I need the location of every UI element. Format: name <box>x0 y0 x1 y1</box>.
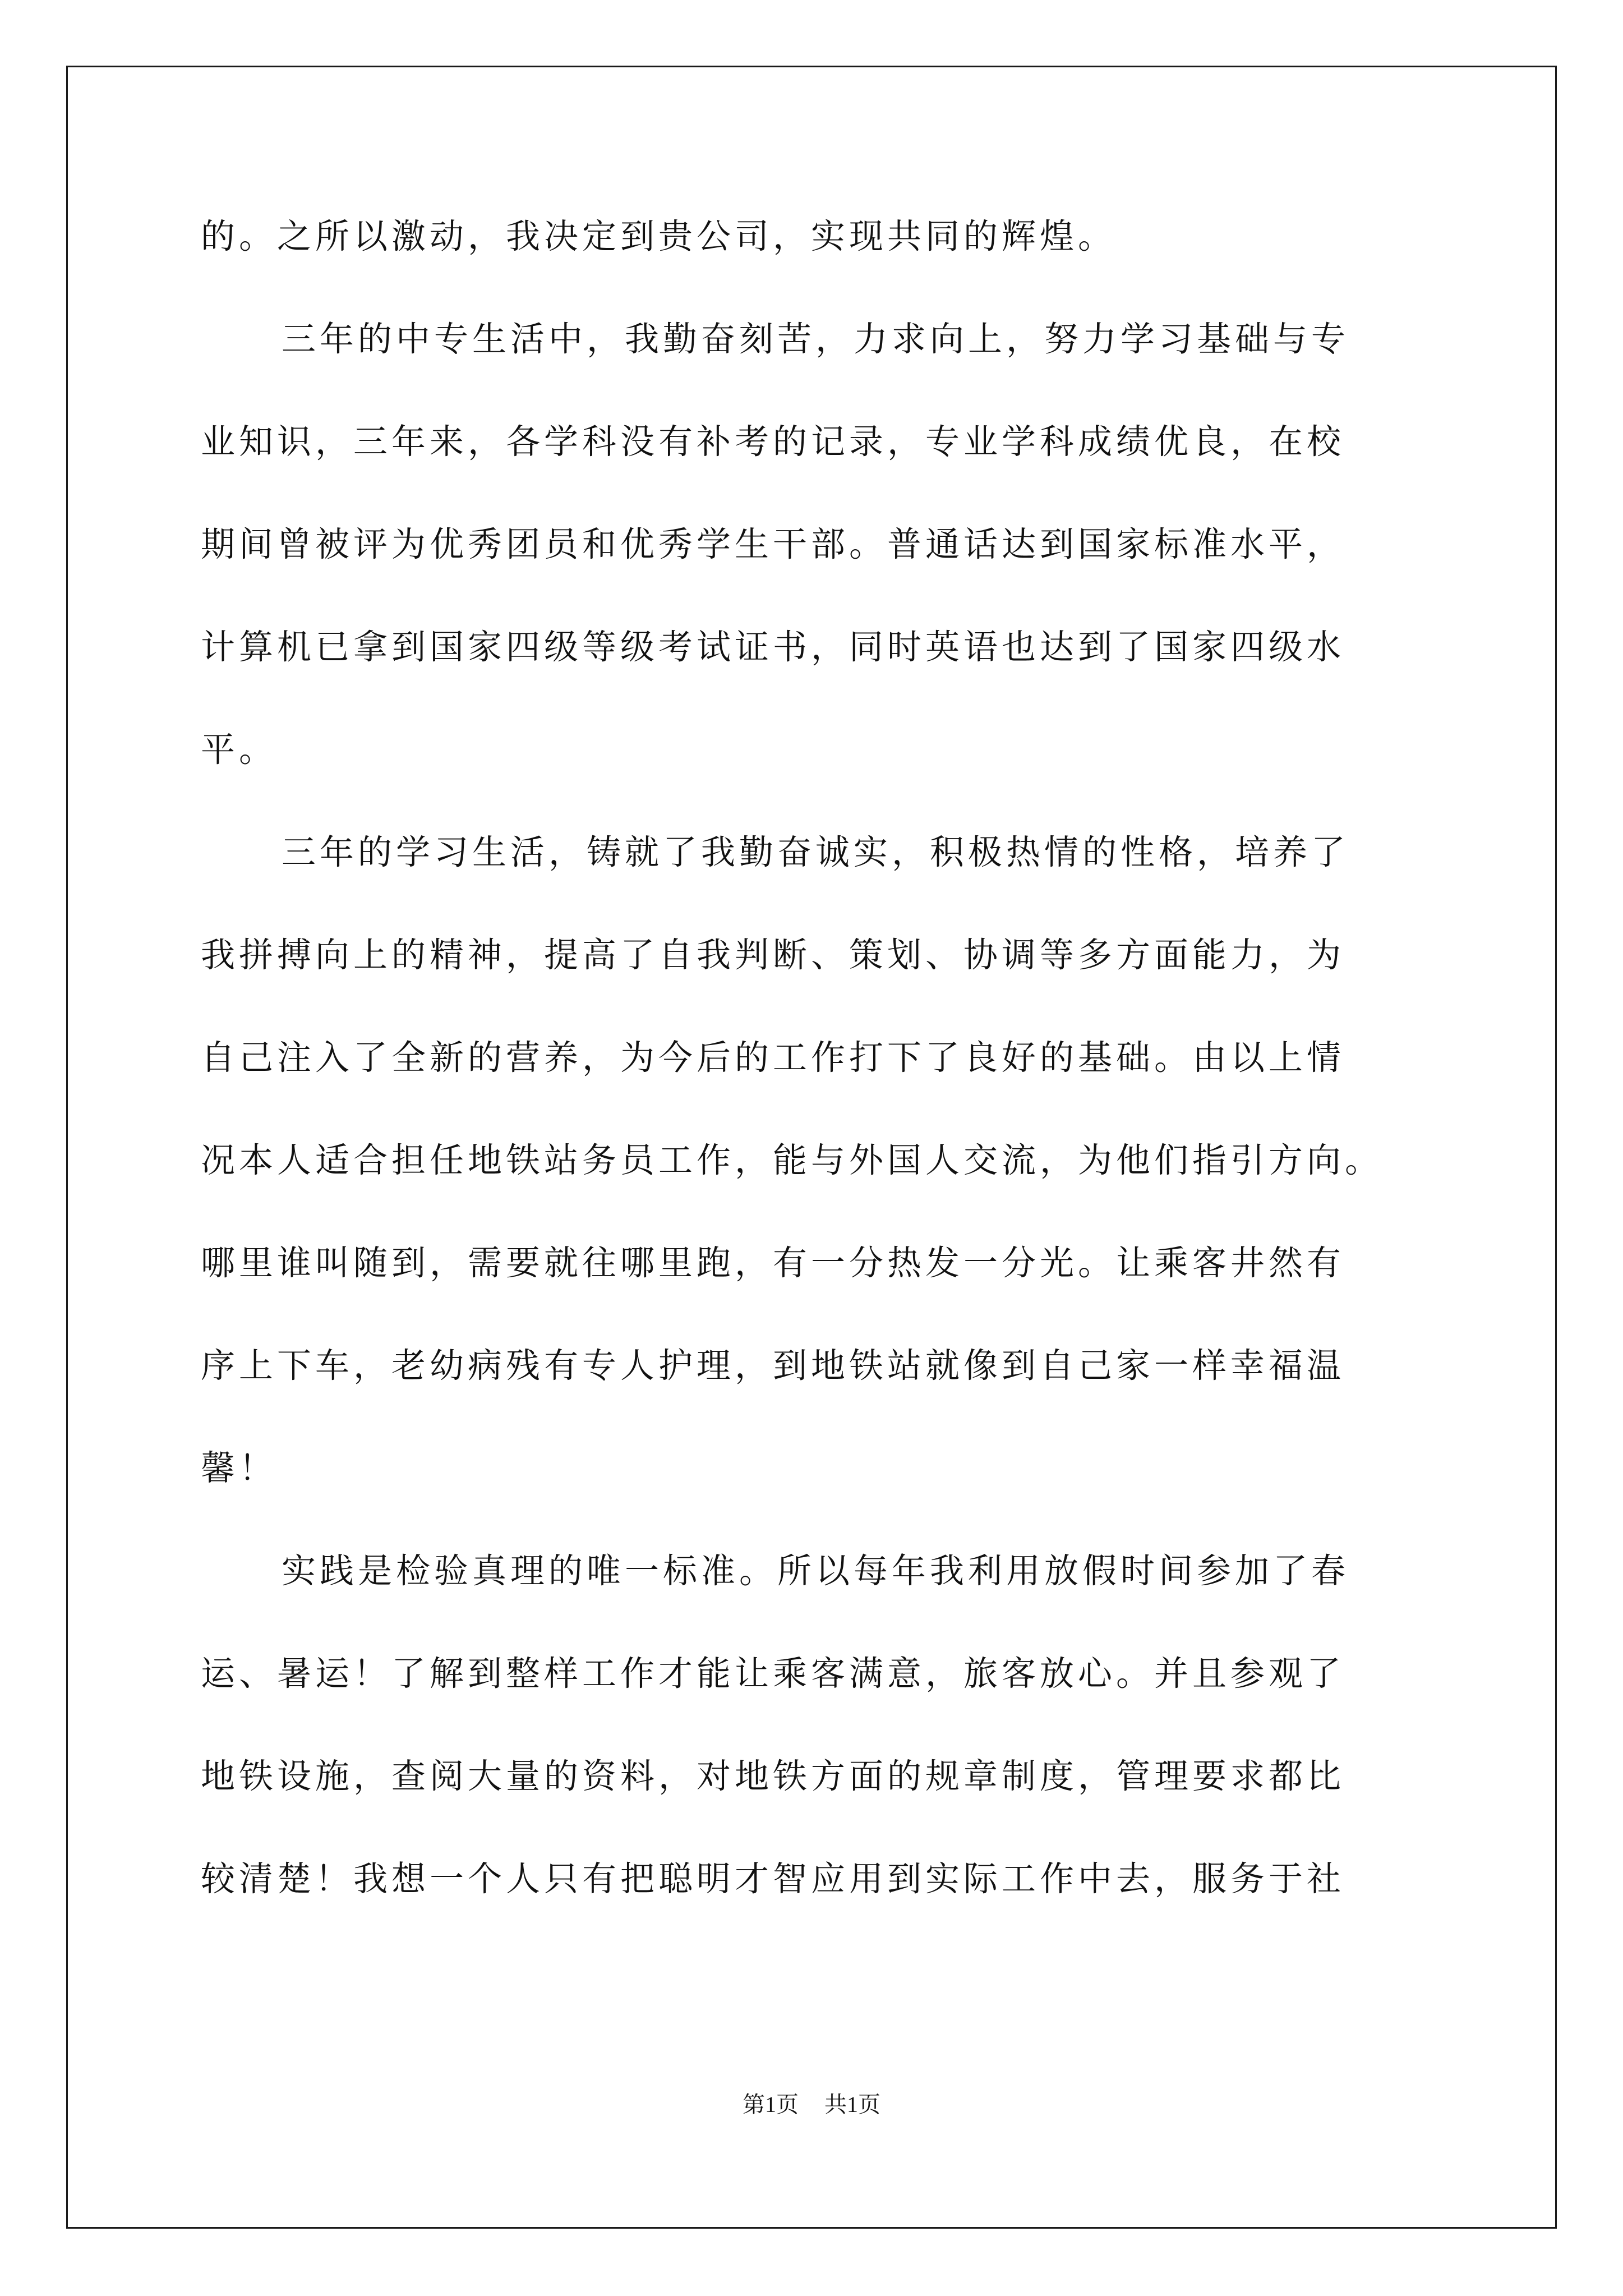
text-line: 计算机已拿到国家四级等级考试证书，同时英语也达到了国家四级水 <box>201 627 1345 667</box>
page-number: 第1页 <box>743 2092 799 2117</box>
text-line: 哪里谁叫随到，需要就往哪里跑，有一分热发一分光。让乘客井然有 <box>201 1243 1345 1283</box>
text-line: 业知识，三年来，各学科没有补考的记录，专业学科成绩优良，在校 <box>201 422 1345 462</box>
paragraph-first-line: 实践是检验真理的唯一标准。所以每年我利用放假时间参加了春 <box>282 1551 1350 1591</box>
text-line: 平。 <box>201 730 278 770</box>
text-line: 较清楚！我想一个人只有把聪明才智应用到实际工作中去，服务于社 <box>201 1859 1345 1899</box>
paragraph-first-line: 三年的学习生活，铸就了我勤奋诚实，积极热情的性格，培养了 <box>282 832 1350 872</box>
text-line: 的。之所以激动，我决定到贵公司，实现共同的辉煌。 <box>201 217 1117 256</box>
text-line: 地铁设施，查阅大量的资料，对地铁方面的规章制度，管理要求都比 <box>201 1756 1345 1796</box>
text-line: 运、暑运！了解到整样工作才能让乘客满意，旅客放心。并且参观了 <box>201 1654 1345 1694</box>
text-line: 我拼搏向上的精神，提高了自我判断、策划、协调等多方面能力，为 <box>201 935 1345 975</box>
text-line: 况本人适合担任地铁站务员工作，能与外国人交流，为他们指引方向。 <box>201 1140 1384 1180</box>
text-line: 自己注入了全新的营养，为今后的工作打下了良好的基础。由以上情 <box>201 1038 1345 1078</box>
text-line: 馨！ <box>201 1448 278 1488</box>
text-line: 序上下车，老幼病残有专人护理，到地铁站就像到自己家一样幸福温 <box>201 1346 1345 1386</box>
paragraph-first-line: 三年的中专生活中，我勤奋刻苦，力求向上，努力学习基础与专 <box>282 319 1350 359</box>
page-total: 共1页 <box>824 2092 880 2117</box>
text-line: 期间曾被评为优秀团员和优秀学生干部。普通话达到国家标准水平， <box>201 524 1345 564</box>
page-footer <box>0 2087 1623 2119</box>
